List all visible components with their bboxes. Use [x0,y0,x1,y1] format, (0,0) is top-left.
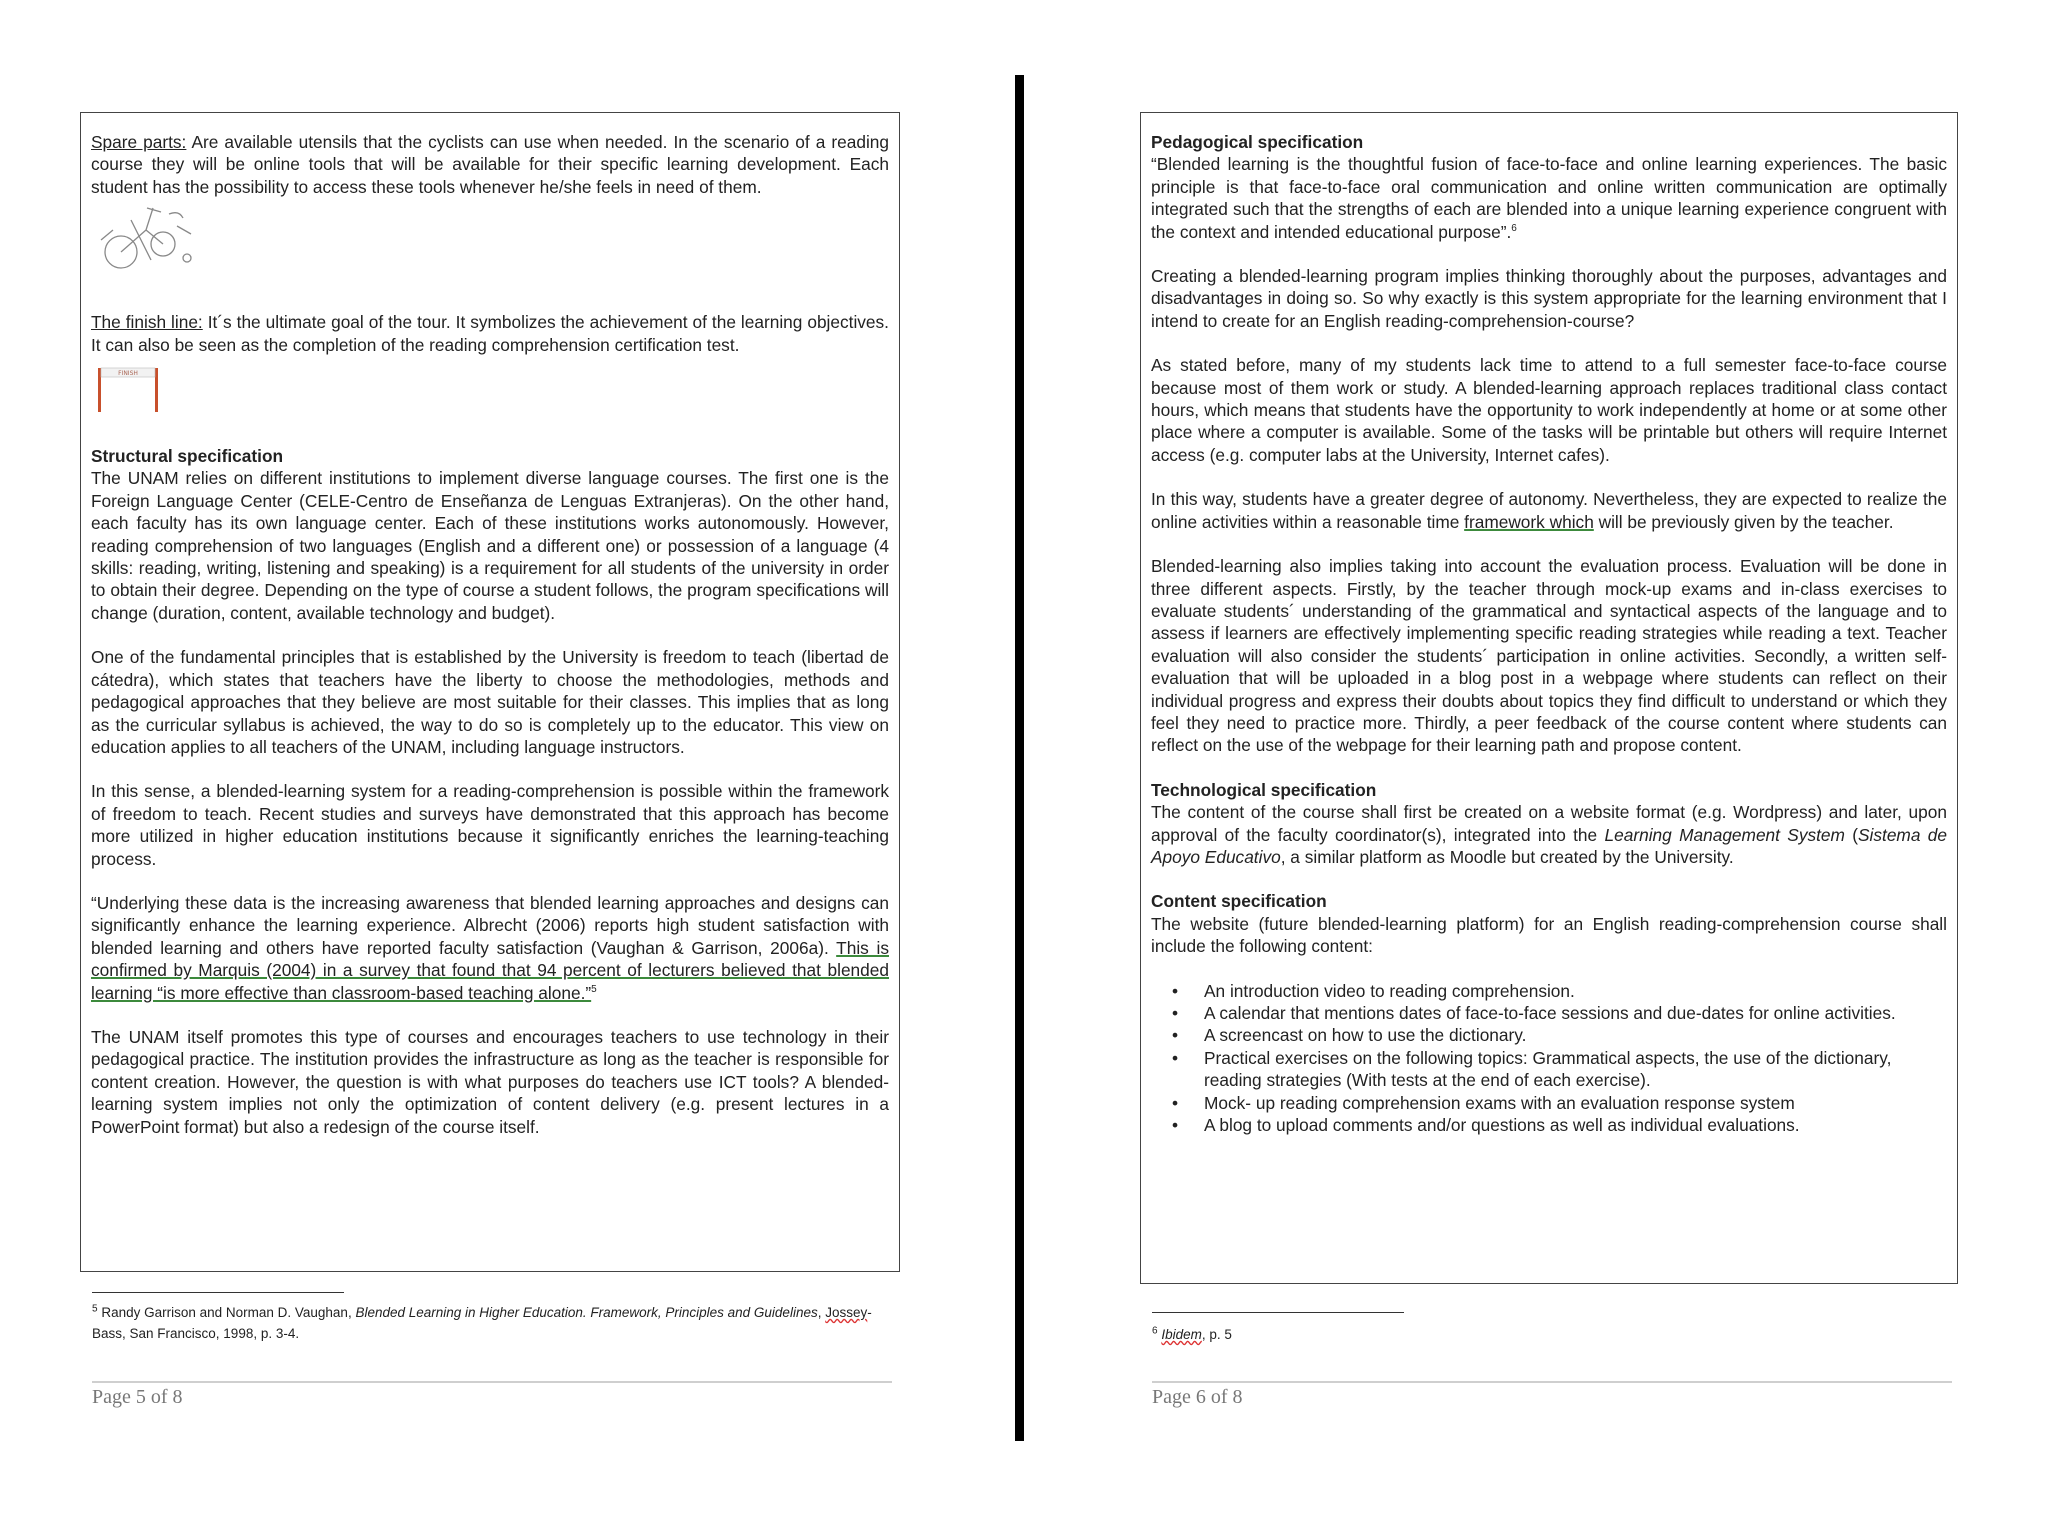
left-page-footer-rule [92,1381,892,1383]
spare-parts-paragraph: Spare parts: Are available utensils that the cyclists can use when needed. In the scenario of a reading course they will be online tools that will be available for their specific learning development. Each student has the possibility to access these tools whenever he/she feels in need of them. [91,132,890,197]
left-page-number: Page 5 of 8 [92,1386,183,1408]
structural-paragraph-1: The UNAM relies on different institutions to implement diverse language courses. The first one is the Foreign Language Center (CELE-Centro de Enseñanza de Lenguas Extranjeras). On the other hand, each faculty has its own language center. Each of these institutions works autonomously. However, reading comprehension of two languages (English and a different one) or possession of a language (4 skills: reading, writing, listening and speaking) is a requirement for all students of the university in order to obtain their degree. Depending on the type of course a student follows, the program specifications will change (duration, content, available technology and budget). [91,468,889,623]
finish-line-image [95,364,165,412]
content-intro: The website (future blended-learning platform) for an English reading-comprehension course shall include the following content: [1151,913,1947,957]
technological-paragraph: The content of the course shall first be created on a website format (e.g. Wordpress) and later, upon approval of the faculty coordinator(s), integrated into the Learning Management System (Sistema de Apoyo Educativo, a similar platform as Moodle but created by the University. [1151,802,1947,867]
pedagogical-paragraph-4: In this way, students have a greater degree of autonomy. Nevertheless, they are expected to realize the online activities within a reasonable time framework which will be previously given by the teacher. [1151,489,1947,532]
content-specification-heading: Content specification [1151,891,1327,912]
pedagogical-paragraph-3: As stated before, many of my students lack time to attend to a full semester face-to-face course because most of them work or study. A blended-learning approach replaces traditional class contact hours, which means that students have the opportunity to work independently at home or at some other place where a computer is available. Some of the tasks will be printable but others will require Internet access (e.g. computer labs at the University, Internet cafes). [1151,355,1947,465]
list-item: • A blog to upload comments and/or questions as well as individual evaluations. [1204,1114,1947,1136]
footnote-ref-6: 6 [1511,222,1517,234]
highlighted-quote: This is confirmed by Marquis (2004) in a survey that found that 94 percent of lecturers believed that blended learning “is more effective than classroom-based teaching alone.” [91,937,889,1003]
list-item: • A screencast on how to use the dictionary. [1204,1024,1947,1046]
structural-paragraph-2: One of the fundamental principles that is established by the University is freedom to teach (libertad de cátedra), which states that teachers have the liberty to choose the methodologies, methods and pedagogical approaches that they believe are most suitable for their classes. This implies that as long as the curricular syllabus is achieved, the way to do so is completely up to the educator. This view on education applies to all teachers of the UNAM, including language instructors. [91,647,889,757]
pedagogical-paragraph-2: Creating a blended-learning program implies thinking thoroughly about the purposes, advantages and disadvantages in doing so. So why exactly is this system appropriate for the learning environment that I intend to create for an English reading-comprehension-course? [1151,266,1947,331]
list-item: • Mock- up reading comprehension exams with an evaluation response system [1204,1092,1947,1114]
technological-specification-heading: Technological specification [1151,779,1377,800]
structural-paragraph-5: The UNAM itself promotes this type of courses and encourages teachers to use technology in their pedagogical practice. The institution provides the infrastructure as long as the teacher is responsible for content creation. However, the question is with what purposes do teachers use ICT tools? A blended-learning system implies not only the optimization of content delivery (e.g. present lectures in a PowerPoint format) but also a redesign of the course itself. [91,1026,889,1137]
pedagogical-paragraph-5: Blended-learning also implies taking into account the evaluation process. Evaluation will be done in three different aspects. Firstly, by the teacher through mock-up exams and in-class exercises to evaluate students´ understanding of the grammatical and syntactical aspects of the language and to assess if learners are effectively implementing specific reading strategies while reading a text. Teacher evaluation will also consider the students´ participation in online activities. Secondly, a written self-evaluation that will be uploaded in a blog post in a webpage where students can reflect on their individual progress and express their doubts about topics they find difficult to understand or which they feel they need to practice more. Thirdly, a peer feedback of the course content where students can reflect on the use of the webpage for their learning path and propose content. [1151,556,1947,756]
structural-paragraph-3: In this sense, a blended-learning system for a reading-comprehension is possible within the framework of freedom to teach. Recent studies and surveys have demonstrated that this approach has become more utilized in higher education institutions because it significantly enriches the learning-teaching process. [91,781,889,869]
list-item: • Practical exercises on the following topics: Grammatical aspects, the use of the dictionary, reading strategies (With tests at the end of each exercise). [1204,1047,1947,1092]
list-item: • A calendar that mentions dates of face-to-face sessions and due-dates for online activities. [1204,1002,1947,1024]
right-page-number: Page 6 of 8 [1152,1386,1243,1408]
bicycle-parts-image [91,200,201,280]
spare-parts-label: Spare parts: [91,132,187,152]
finish-line-paragraph: The finish line: It´s the ultimate goal of the tour. It symbolizes the achievement of the learning objectives. It can also be seen as the completion of the reading comprehension certification test. [91,312,889,355]
framework-which-text: framework which [1464,511,1594,532]
quote-paragraph: “Underlying these data is the increasing awareness that blended learning approaches and designs can significantly enhance the learning experience. Albrecht (2006) reports high student satisfaction with blended learning and others have reported faculty satisfaction (Vaughan & Garrison, 2006a). This is confirmed by Marquis (2004) in a survey that found that 94 percent of lecturers believed that blended learning “is more effective than classroom-based teaching alone.”$^5$ [91,892,889,1003]
page-divider [1015,75,1024,1441]
list-item: • An introduction video to reading comprehension. [1204,980,1947,1002]
pedagogical-specification-heading: Pedagogical specification [1151,132,1364,152]
right-footnote: $^6$ Ibidem, p. 5 [1152,1325,1232,1342]
content-bullet-list [1151,980,1947,1137]
structural-specification-heading: Structural specification [91,446,284,467]
right-page-text-box [1140,112,1958,1284]
left-footnote: $^5$ Randy Garrison and Norman D. Vaughan, Blended Learning in Higher Education. Framework, Principles and Guidelines, Jossey-Bass, San Francisco, 1998, p. 3-4. [92,1303,872,1341]
left-page-text-box [80,112,900,1272]
right-footnote-rule [1152,1312,1404,1313]
footnote-ref-5: 5 [591,983,597,995]
finish-line-label: The finish line: [91,312,203,333]
left-footnote-rule [92,1292,344,1293]
right-page-footer-rule [1152,1381,1952,1383]
finish-sign-text: FINISH [118,370,138,378]
pedagogical-quote: “Blended learning is the thoughtful fusion of face-to-face and online learning experiences. The basic principle is that face-to-face oral communication and online written communication are optimally integrated such that the strengths of each are blended into a unique learning experience congruent with the context and intended educational purpose”.$^6$ [1151,154,1947,242]
